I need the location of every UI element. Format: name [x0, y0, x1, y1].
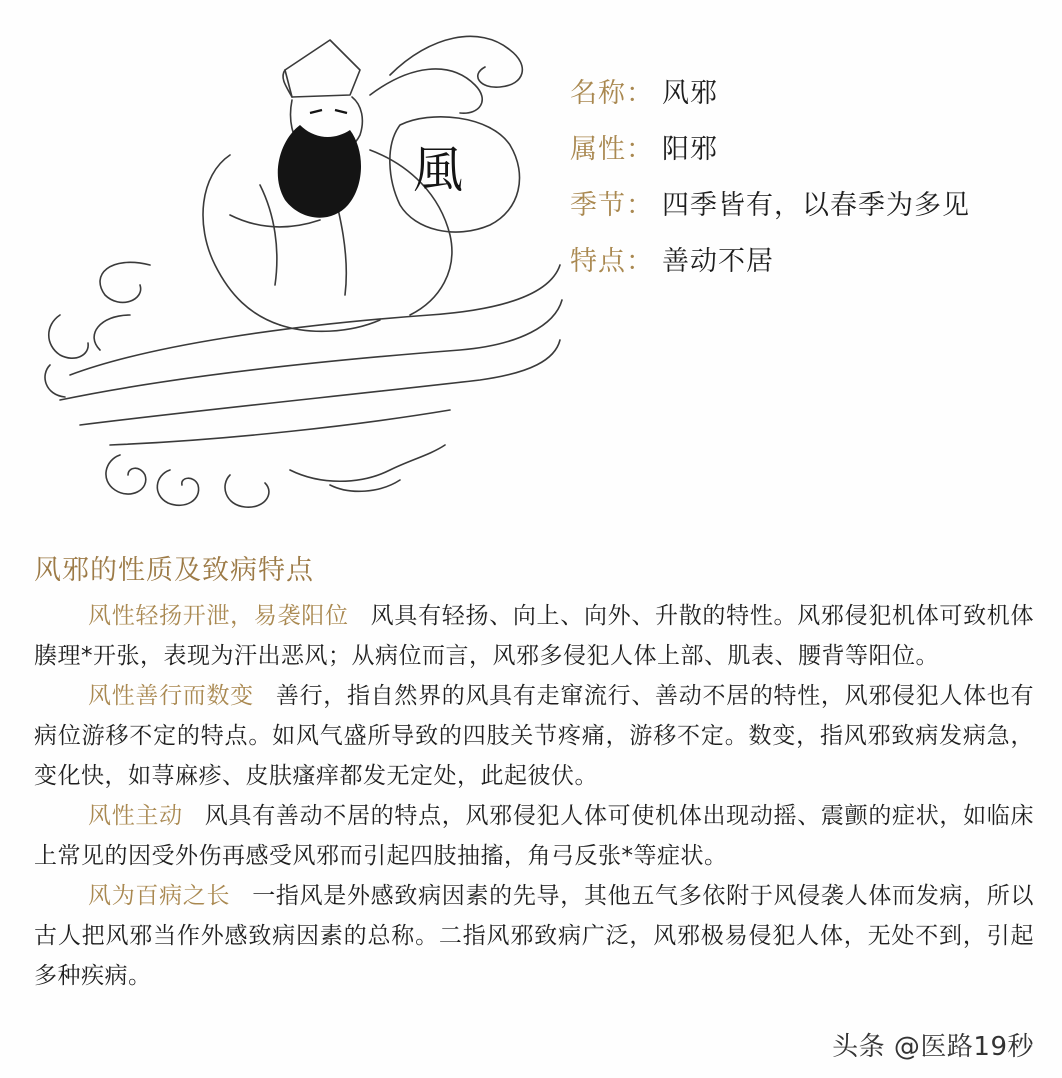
paragraph-text: 善行，指自然界的风具有走窜流行、善动不居的特性，风邪侵犯人体也有病位游移不定的特点。如风气盛所导致的四肢关节疼痛，游移不定。数变，指风邪致病发病急，变化快，如荨麻疹、皮肤瘙痒都发无定处，此起彼伏。: [34, 683, 1035, 789]
wind-glyph: 風: [413, 141, 463, 199]
watermark: 头条 @医路19秒: [832, 1032, 1034, 1062]
paragraph: [34, 596, 1034, 676]
info-value: 四季皆有，以春季为多见: [662, 189, 970, 221]
info-value: 阳邪: [662, 133, 718, 165]
info-value: 善动不居: [662, 245, 774, 277]
paragraph-text: 一指风是外感致病因素的先导，其他五气多依附于风侵袭人体而发病，所以古人把风邪当作外感致病因素的总称。二指风邪致病广泛，风邪极易侵犯人体，无处不到，引起多种疾病。: [34, 883, 1035, 989]
info-key: 特点：: [570, 245, 654, 277]
info-row-name: [570, 62, 1040, 118]
wind-deity-illustration: [30, 15, 570, 520]
section-title: 风邪的性质及致病特点: [34, 555, 314, 586]
info-key: 属性：: [570, 133, 654, 165]
info-row-attribute: [570, 118, 1040, 174]
paragraph-text: 风具有善动不居的特点，风邪侵犯人体可使机体出现动摇、震颤的症状，如临床上常见的因受外伤再感受风邪而引起四肢抽搐，角弓反张*等症状。: [34, 803, 1035, 869]
info-panel: [570, 62, 1040, 286]
paragraph-heading: 风性主动: [88, 803, 183, 829]
paragraph-heading: 风性轻扬开泄，易袭阳位: [88, 603, 349, 629]
paragraphs: [34, 596, 1034, 996]
paragraph: [34, 796, 1034, 876]
beard-shape: [278, 125, 361, 218]
paragraph: [34, 876, 1034, 996]
info-row-feature: [570, 230, 1040, 286]
paragraph-heading: 风性善行而数变: [88, 683, 254, 709]
info-value: 风邪: [662, 77, 718, 109]
paragraph-text: 风具有轻扬、向上、向外、升散的特性。风邪侵犯机体可致机体腠理*开张，表现为汗出恶风；从病位而言，风邪多侵犯人体上部、肌表、腰背等阳位。: [34, 603, 1035, 669]
info-key: 名称：: [570, 77, 654, 109]
info-row-season: [570, 174, 1040, 230]
paragraph-heading: 风为百病之长: [88, 883, 231, 909]
info-key: 季节：: [570, 189, 654, 221]
paragraph: [34, 676, 1034, 796]
